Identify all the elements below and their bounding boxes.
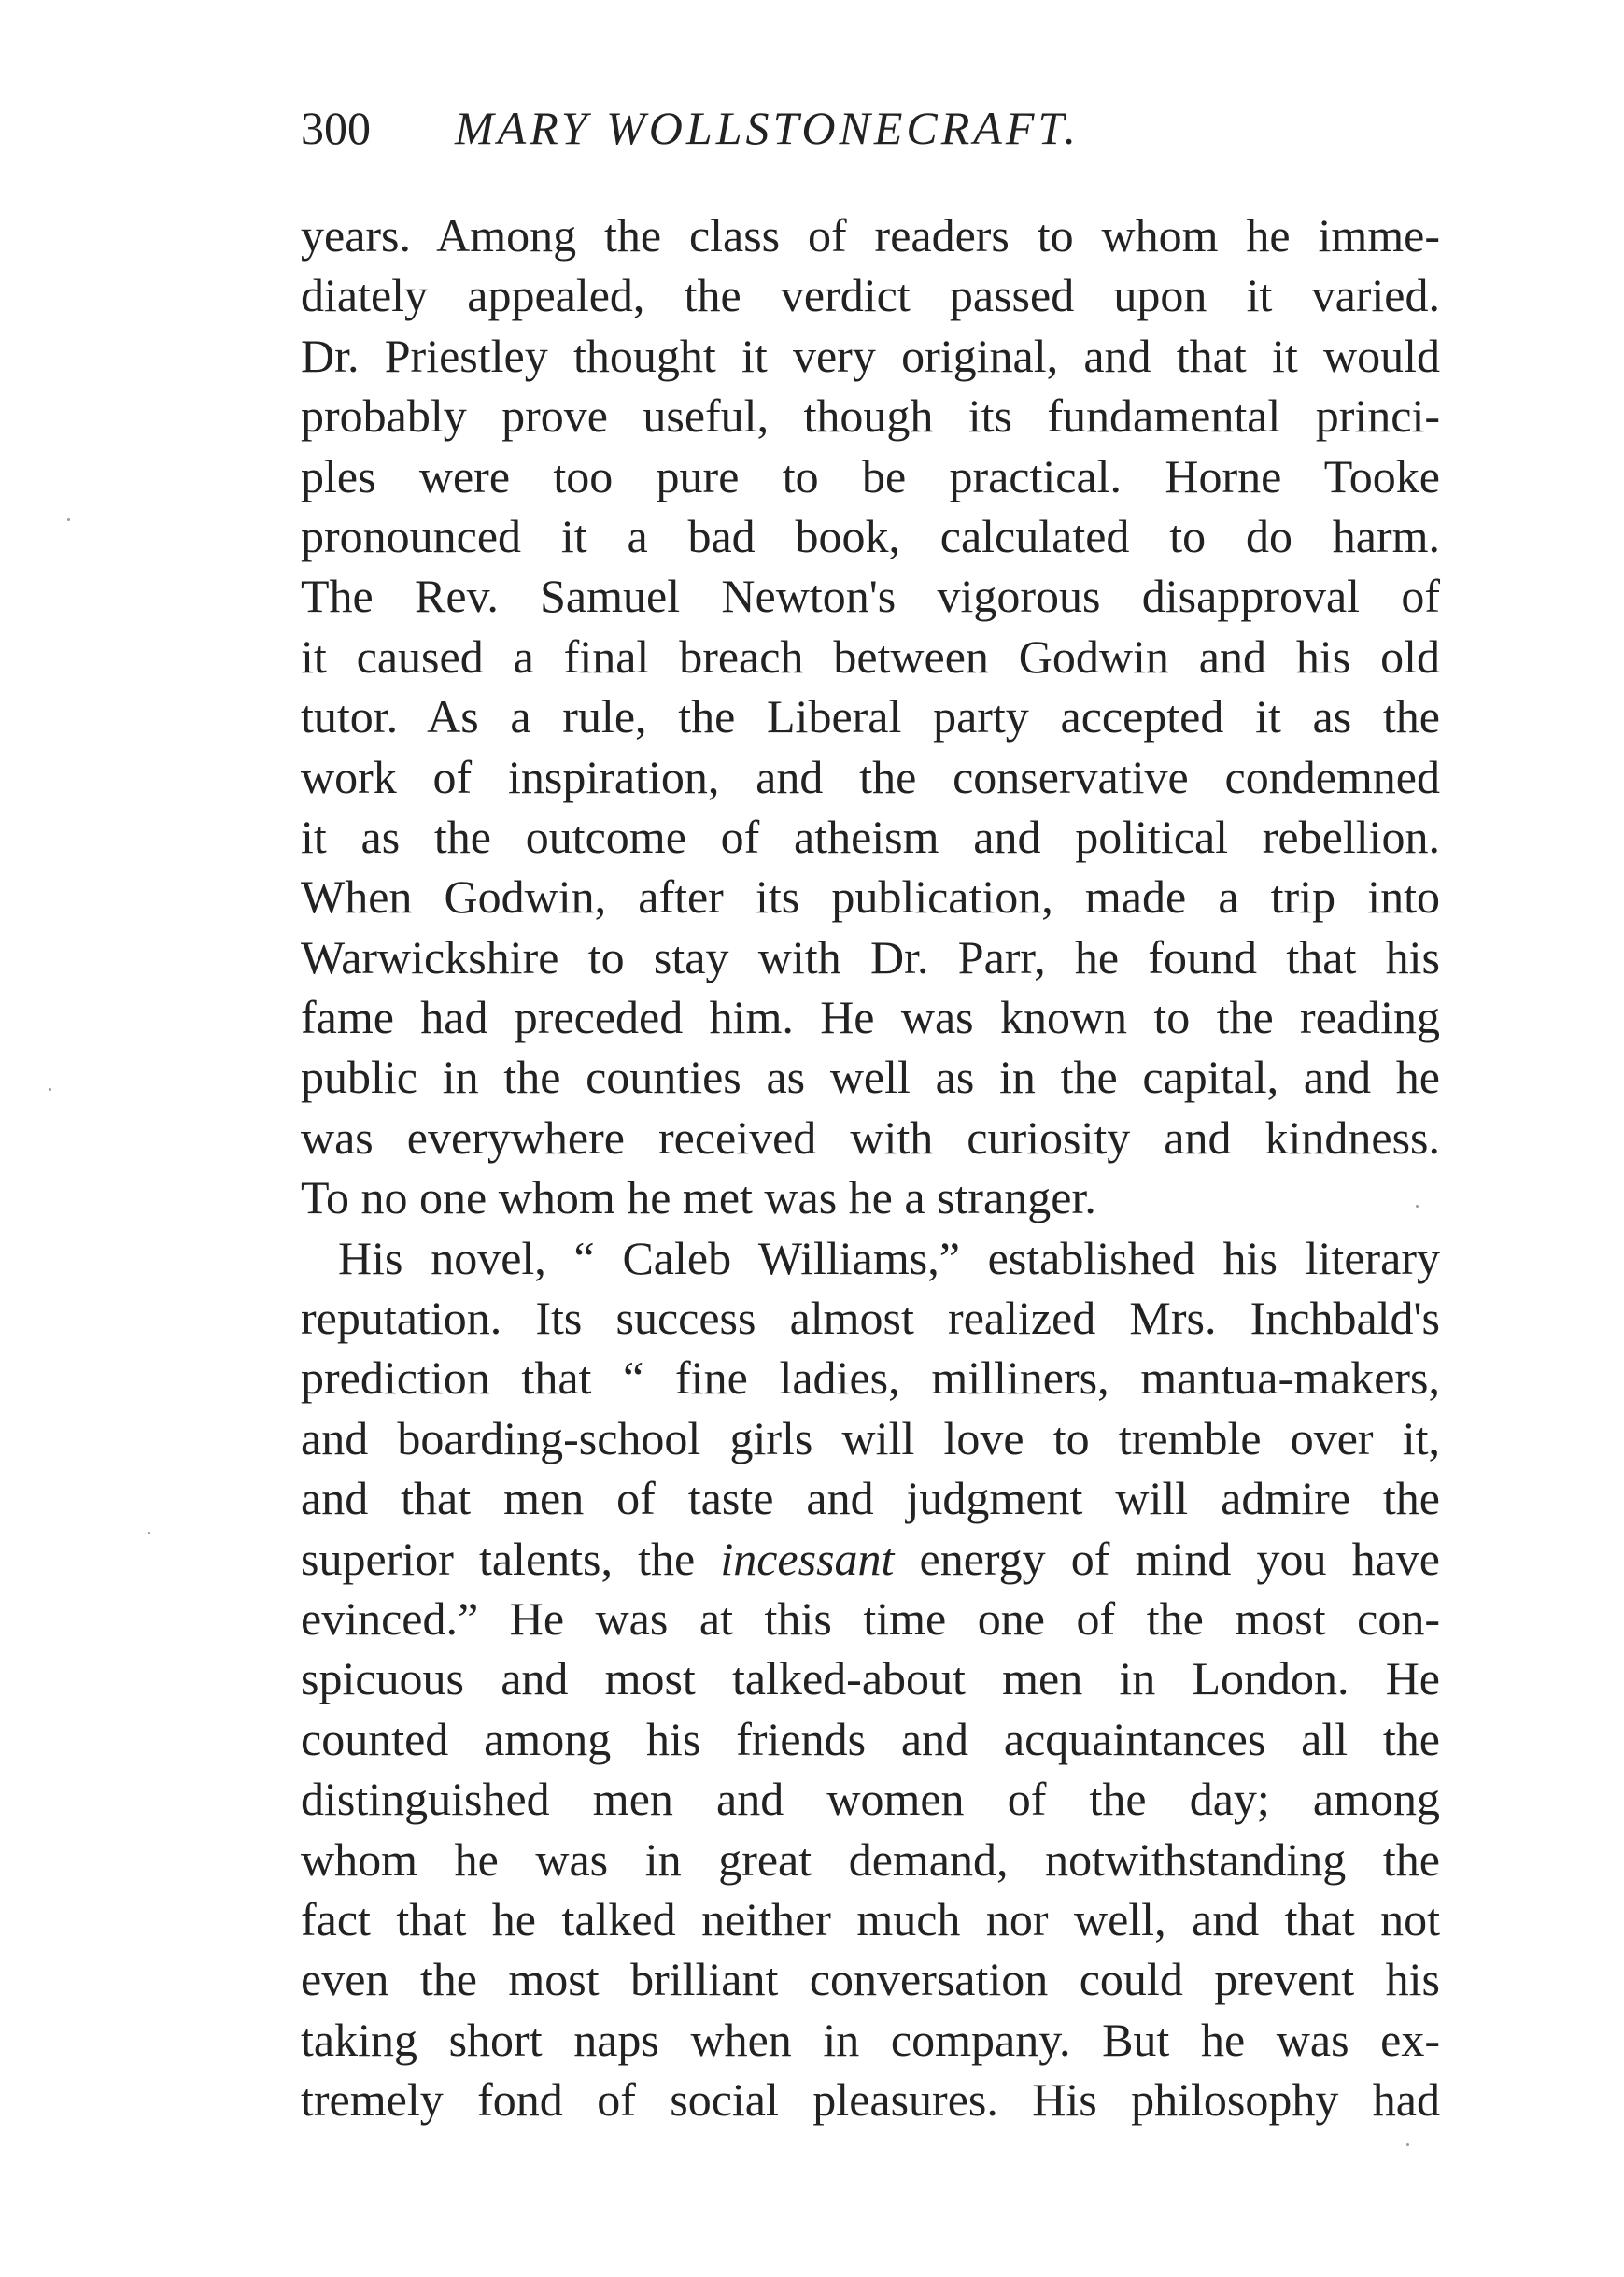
text-line: was everywhere received with curiosity and kindness. [301,1110,1440,1164]
body-text [301,205,1440,2130]
text-line: and boarding-school girls will love to tremble over it, [301,1411,1440,1464]
text-line: When Godwin, after its publication, made a trip into [301,870,1440,924]
text-line: even the most brilliant conversation could prevent his [301,1953,1440,2006]
text-line: it as the outcome of atheism and political rebellion. [301,810,1440,863]
text-line: it caused a final breach between Godwin and his old [301,629,1440,683]
text-line: ples were too pure to be practical. Horne Tooke [301,449,1440,502]
text-line: whom he was in great demand, notwithstanding the [301,1832,1440,1886]
paper-speck [148,1532,150,1534]
text-segment: energy of mind you have [894,1532,1440,1585]
text-line: tremely fond of social pleasures. His philosophy had [301,2073,1440,2127]
paper-speck [49,1088,51,1091]
text-line: public in the counties as well as in the capital, and he [301,1051,1440,1104]
text-line: years. Among the class of readers to whom he imme- [301,209,1440,262]
text-line: distinguished men and women of the day; among [301,1773,1440,1826]
text-line: reputation. Its success almost realized Mrs. Inchbald's [301,1292,1440,1345]
text-line: taking short naps when in company. But he was ex- [301,2013,1440,2066]
paragraph-1 [301,205,1440,1228]
text-segment: superior talents, the [301,1532,721,1585]
paragraph-2 [301,1228,1440,2130]
paper-speck [67,518,70,521]
text-line: To no one whom he met was he a stranger. [301,1171,1096,1224]
text-line: The Rev. Samuel Newton's vigorous disapproval of [301,570,1440,623]
text-line: prediction that “ fine ladies, milliners, mantua-makers, [301,1351,1440,1405]
paper-speck [1406,2143,1409,2146]
italic-word: incessant [720,1532,895,1585]
text-line: diately appealed, the verdict passed upon it varied. [301,269,1440,322]
text-line: His novel, “ Caleb Williams,” established his literary [338,1231,1440,1284]
text-line: fame had preceded him. He was known to the reading [301,991,1440,1044]
text-line-with-italic [301,1529,1440,1589]
text-line: work of inspiration, and the conservative condemned [301,750,1440,803]
text-line: fact that he talked neither much nor well, and that not [301,1892,1440,1945]
paper-speck [1416,1205,1419,1208]
page-number: 300 [301,102,371,154]
text-line: probably prove useful, though its fundamental princi- [301,389,1440,443]
text-line: and that men of taste and judgment will admire the [301,1472,1440,1525]
text-line: evinced.” He was at this time one of the most con- [301,1591,1440,1645]
text-line: pronounced it a bad book, calculated to do harm. [301,509,1440,562]
text-line: counted among his friends and acquaintances all the [301,1712,1440,1765]
running-title: MARY WOLLSTONECRAFT. [455,102,1080,154]
text-line: spicuous and most talked-about men in London. He [301,1652,1440,1705]
text-line: Dr. Priestley thought it very original, and that it would [301,329,1440,382]
running-head [301,95,1328,161]
text-line: tutor. As a rule, the Liberal party accepted it as the [301,690,1440,743]
text-line: Warwickshire to stay with Dr. Parr, he found that his [301,930,1440,983]
